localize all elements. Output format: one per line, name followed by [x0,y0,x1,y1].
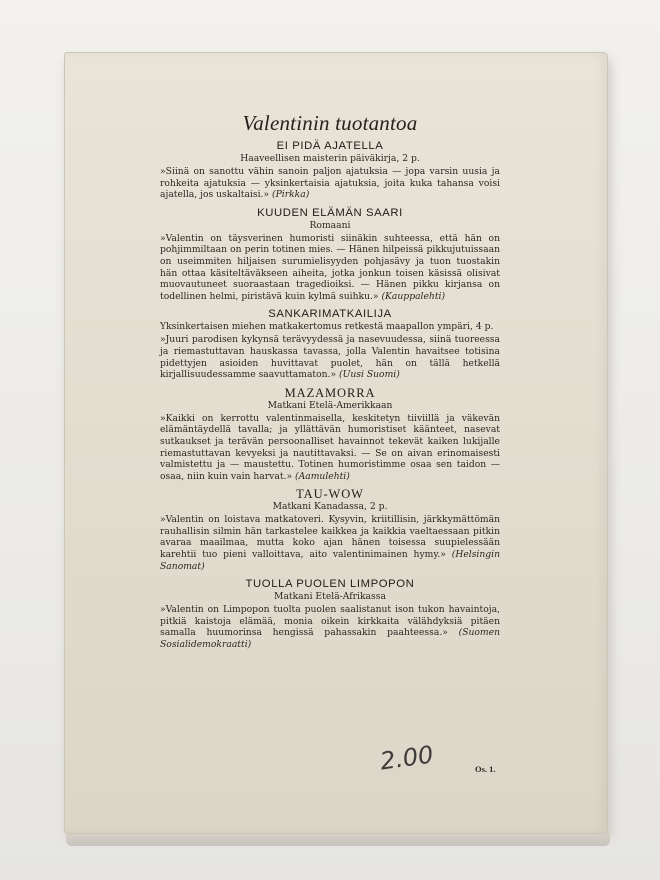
cover-text [160,110,500,657]
entry-sankarimatkailija [160,308,500,380]
cover-title: Valentinin tuotantoa [242,111,418,135]
entry-quote [160,413,500,483]
entry-subtitle: Haaveellisen maisterin päiväkirja, 2 p. [240,153,420,164]
quote-text: »Kaikki on kerrottu valentinmaisella, keskitetyn tiiviillä ja väkevän elämäntäydellä tavalla; ja yllättävän humoristiset käänteet, nasevat sutkaukset ja terävän persoonalliset havainnot tekevät kaiken lukijalle riemastuttavan kevyeksi ja nautittavaksi. — Se on aivan erinomaisesti valmistettu ja — maustettu. Totinen humoristimme osaa sen taidon — osaa, niin kuin vain harvat.» [160,412,500,482]
entry-tau-wow [160,488,500,572]
quote-text: »Siinä on sanottu vähin sanoin paljon ajatuksia — jopa varsin uusia ja rohkeita ajatuksia — yksinkertaisia ajatuksia, joita kuka tahansa voisi ajatella, jos uskaltaisi.» [160,166,500,201]
quote-text: »Valentin on Limpopon tuolta puolen saalistanut ison tukon havaintoja, pitkiä kaistoja elämää, monia oikein kirkkaita välähdyksiä pitäen samalla huumorinsa hengissä pahassakin paahteessa.» [160,604,500,639]
entry-quote [160,233,500,303]
quote-source: (Suomen Sosialidemokraatti) [160,627,501,651]
print-code: Os. 1. [475,764,496,774]
entry-mazamorra [160,387,500,483]
quote-source: (Helsingin Sanomat) [160,549,501,572]
entry-subtitle: Matkani Etelä-Afrikassa [274,591,386,603]
quote-text: »Juuri parodisen kykynsä terävyydessä ja nasevuudessa, siinä tuoreessa ja riemastuttavan hauskassa tavassa, jolla Valentin havaitsee totisina pidettyjen asioiden huvittavat puolet, hän on tällä hetkellä kirjallisuudessamme saavuttamaton.» [160,334,500,381]
quote-source: (Kauppalehti) [381,290,446,302]
entry-tuolla-puolen-limpopon [160,578,500,650]
entry-kuuden-elaman-saari [160,207,500,303]
entry-quote [160,166,500,201]
entry-quote [160,334,500,380]
quote-source: (Uusi Suomi) [339,369,400,381]
quote-text: »Valentin on täysverinen humoristi siinäkin suhteessa, että hän on pohjimmiltaan on perin totinen mies. — Hänen hilpeissä pikkujutuissaan on useimmiten hiljaisen surumielisyyden pohjasävy ja tuon tuostakin hän ottaa käsiteltäväkseen aiheita, jotka jonkun toisen käsissä olisivat muovautuneet suoraastaan tragedioiksi. — Hänen pikku kirjansa on todellinen helmi, piristävä kuin kylmä suihku.» [160,232,500,302]
entry-heading: MAZAMORRA [284,385,376,400]
quote-text: »Valentin on loistava matkatoveri. Kysyvin, kriitillisin, järkkymättömän rauhallisin silmin hän tarkastelee kaikkea ja kaikkia vaeltaessaan pitkin avaraa maailmaa, mutta koko ajan hänen toisessa suupielessään karehtii tuo pieni valloittava, aito valentinimainen hymy.» [160,514,500,561]
entry-ei-pida-ajatella [160,140,500,201]
entry-heading: TAU-WOW [296,487,364,502]
entry-subtitle: Romaani [309,219,351,231]
handwritten-price: 2.00 [378,740,436,776]
entry-heading: TUOLLA PUOLEN LIMPOPON [245,578,415,591]
entry-heading: SANKARIMATKAILIJA [268,308,392,321]
entry-subtitle: Matkani Kanadassa, 2 p. [272,501,388,513]
quote-source: (Aamulehti) [295,470,350,482]
quote-source: (Pirkka) [271,189,310,201]
entry-subtitle: Matkani Etelä-Amerikkaan [267,399,393,411]
entry-quote [160,604,500,650]
entry-quote [160,514,500,572]
entry-subtitle: Yksinkertaisen miehen matkakertomus retkestä maapallon ympäri, 4 p. [160,321,494,333]
entry-heading: EI PIDÄ AJATELLA [276,140,384,152]
entry-heading: KUUDEN ELÄMÄN SAARI [257,206,403,219]
